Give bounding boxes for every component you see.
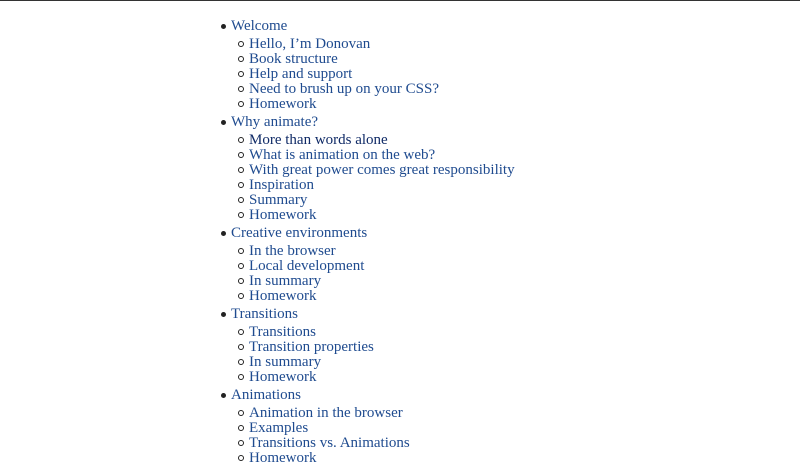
section-link[interactable]: Homework xyxy=(249,96,317,112)
circle-bullet-icon xyxy=(238,56,244,62)
disc-bullet-icon xyxy=(221,120,226,125)
section-link[interactable]: Homework xyxy=(249,207,317,223)
chapter-link-why-animate[interactable]: Why animate? xyxy=(231,114,319,130)
section-link[interactable]: Help and support xyxy=(249,66,353,82)
section-item xyxy=(249,97,800,112)
circle-bullet-icon xyxy=(238,71,244,77)
section-item xyxy=(249,451,800,466)
circle-bullet-icon xyxy=(238,359,244,365)
circle-bullet-icon xyxy=(238,137,244,143)
circle-bullet-icon xyxy=(238,278,244,284)
section-item xyxy=(249,208,800,223)
disc-bullet-icon xyxy=(221,24,226,29)
circle-bullet-icon xyxy=(238,197,244,203)
section-item xyxy=(249,259,800,274)
circle-bullet-icon xyxy=(238,101,244,107)
chapter-link-welcome[interactable]: Welcome xyxy=(231,18,288,34)
section-list xyxy=(231,406,800,466)
section-item xyxy=(249,244,800,259)
circle-bullet-icon xyxy=(238,455,244,461)
section-list xyxy=(231,244,800,304)
section-link[interactable]: What is animation on the web? xyxy=(249,147,436,163)
circle-bullet-icon xyxy=(238,182,244,188)
chapter-row xyxy=(231,226,800,241)
section-item xyxy=(249,163,800,178)
section-item xyxy=(249,178,800,193)
section-item xyxy=(249,148,800,163)
section-item xyxy=(249,436,800,451)
circle-bullet-icon xyxy=(238,329,244,335)
chapter-item xyxy=(0,115,800,223)
section-link-current[interactable]: More than words alone xyxy=(249,132,388,148)
section-link[interactable]: Transitions vs. Animations xyxy=(249,435,410,451)
section-link[interactable]: Book structure xyxy=(249,51,338,67)
circle-bullet-icon xyxy=(238,152,244,158)
section-item xyxy=(249,325,800,340)
section-link[interactable]: Homework xyxy=(249,450,317,466)
circle-bullet-icon xyxy=(238,41,244,47)
section-list xyxy=(231,325,800,385)
circle-bullet-icon xyxy=(238,167,244,173)
section-item xyxy=(249,37,800,52)
circle-bullet-icon xyxy=(238,263,244,269)
section-link[interactable]: Transition properties xyxy=(249,339,374,355)
section-item xyxy=(249,274,800,289)
section-list xyxy=(231,133,800,223)
section-item xyxy=(249,355,800,370)
circle-bullet-icon xyxy=(238,86,244,92)
circle-bullet-icon xyxy=(238,293,244,299)
section-link[interactable]: Inspiration xyxy=(249,177,314,193)
circle-bullet-icon xyxy=(238,344,244,350)
chapter-item xyxy=(0,226,800,304)
chapter-link-transitions[interactable]: Transitions xyxy=(231,306,298,322)
section-item xyxy=(249,193,800,208)
circle-bullet-icon xyxy=(238,212,244,218)
circle-bullet-icon xyxy=(238,425,244,431)
section-item xyxy=(249,370,800,385)
disc-bullet-icon xyxy=(221,312,226,317)
section-link[interactable]: Animation in the browser xyxy=(249,405,403,421)
section-link[interactable]: Hello, I’m Donovan xyxy=(249,36,371,52)
disc-bullet-icon xyxy=(221,231,226,236)
chapter-list xyxy=(0,19,800,466)
chapter-item xyxy=(0,307,800,385)
section-item xyxy=(249,421,800,436)
chapter-link-creative-environments[interactable]: Creative environments xyxy=(231,225,368,241)
section-item xyxy=(249,52,800,67)
section-item xyxy=(249,67,800,82)
section-item xyxy=(249,289,800,304)
section-list xyxy=(231,37,800,112)
section-link[interactable]: Summary xyxy=(249,192,308,208)
section-link[interactable]: Need to brush up on your CSS? xyxy=(249,81,439,97)
chapter-row xyxy=(231,388,800,403)
chapter-item xyxy=(0,19,800,112)
chapter-row xyxy=(231,307,800,322)
section-link[interactable]: Local development xyxy=(249,258,365,274)
section-link[interactable]: Homework xyxy=(249,288,317,304)
section-item xyxy=(249,133,800,148)
circle-bullet-icon xyxy=(238,440,244,446)
section-link[interactable]: Homework xyxy=(249,369,317,385)
chapter-item xyxy=(0,388,800,466)
disc-bullet-icon xyxy=(221,393,226,398)
chapter-link-animations[interactable]: Animations xyxy=(231,387,301,403)
circle-bullet-icon xyxy=(238,410,244,416)
circle-bullet-icon xyxy=(238,248,244,254)
circle-bullet-icon xyxy=(238,374,244,380)
section-item xyxy=(249,406,800,421)
section-link[interactable]: Examples xyxy=(249,420,309,436)
section-link[interactable]: In the browser xyxy=(249,243,336,259)
section-link[interactable]: In summary xyxy=(249,273,322,289)
section-link[interactable]: With great power comes great responsibility xyxy=(249,162,515,178)
section-link[interactable]: In summary xyxy=(249,354,322,370)
section-item xyxy=(249,82,800,97)
section-item xyxy=(249,340,800,355)
chapter-row xyxy=(231,19,800,34)
table-of-contents xyxy=(0,1,800,466)
chapter-row xyxy=(231,115,800,130)
section-link[interactable]: Transitions xyxy=(249,324,316,340)
